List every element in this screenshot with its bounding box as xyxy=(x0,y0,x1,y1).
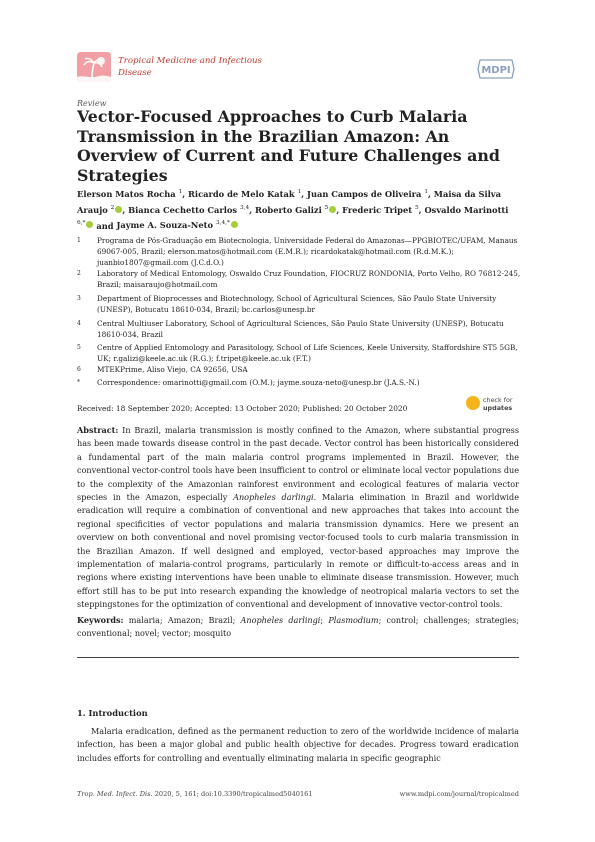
journal-logo xyxy=(77,52,111,82)
section-heading: 1. Introduction xyxy=(77,708,148,718)
abstract: Abstract: In Brazil, malaria transmission is mostly confined to the Amazon, where substantial progress has been made towards disease control in the past decade. Vector control has been historically considered a fundamental part of the main malaria control programs implemented in Brazil. However, the conventional vector-control tools have been insufficient to control or eliminate local vector populations due to the complexity of the Amazonian rainforest environment and ecological features of malaria vector species in the Amazon, especially Anopheles darlingi. Malaria elimination in Brazil and worldwide eradication will require a combination of conventional and new approaches that takes into account the regional specificities of vector populations and malaria transmission dynamics. Here we present an overview on both conventional and novel promising vector-focused tools to curb malaria transmission in the Brazilian Amazon. If well designed and employed, vector-based approaches may improve the implementation of malaria-control programs, particularly in remote or difficult-to-access areas and in regions where existing interventions have been unable to eliminate disease transmission. However, much effort still has to be put into research expanding the knowledge of neotropical malaria vectors to set the steppingstones for the optimization of conventional and development of innovative vector-control tools. xyxy=(77,425,519,610)
author[interactable]: Osvaldo Marinotti $^{6,*}$ xyxy=(77,204,509,227)
orcid-icon[interactable] xyxy=(329,206,336,213)
author[interactable]: Jayme A. Souza-Neto $^{3,4,*}$ xyxy=(116,220,237,230)
affiliation-number: 3 xyxy=(77,295,81,302)
author[interactable]: Juan Campos de Oliveira $^1$ xyxy=(307,188,429,199)
affiliation-text: Department of Bioprocesses and Biotechnology, School of Agricultural Sciences, São Paulo State University (UNESP), Botucatu 18610-034, Brazil; bc.carlos@unesp.br xyxy=(97,294,497,314)
orcid-icon[interactable] xyxy=(231,221,238,228)
author[interactable]: Ricardo de Melo Katak $^1$ xyxy=(188,188,302,199)
affiliation-number: 5 xyxy=(77,344,81,351)
journal-name: Tropical Medicine and Infectious Disease xyxy=(118,56,262,78)
affiliation-text: Centre of Applied Entomology and Parasitology, School of Life Sciences, Keele University, Staffordshire ST5 5GB, UK; r.galizi@keele.ac.uk (R.G.); f.tripet@keele.ac.uk (F.T.) xyxy=(97,343,518,363)
introduction-paragraph: Malaria eradication, defined as the permanent reduction to zero of the worldwide incidence of malaria infection, has been a major global and public health objective for decades. Progress toward eradication includes efforts for controlling and eventually eliminating malaria in specific geographic xyxy=(77,726,519,763)
abstract-label: Abstract: xyxy=(77,425,119,435)
keywords: Keywords: malaria; Amazon; Brazil; Anopheles darlingi; Plasmodium; control; challenges; strategies; conventional; novel; vector; mosquito xyxy=(77,615,520,639)
affiliation-text: MTEKPrime, Aliso Viejo, CA 92656, USA xyxy=(97,365,248,374)
author[interactable]: Roberto Galizi $^5$ xyxy=(255,205,336,215)
publication-dates: Received: 18 September 2020; Accepted: 13 October 2020; Published: 20 October 2020 xyxy=(77,404,408,413)
author[interactable]: Elerson Matos Rocha $^1$ xyxy=(77,188,183,199)
keywords-label: Keywords: xyxy=(77,615,124,625)
journal-url-link[interactable]: www.mdpi.com/journal/tropicalmed xyxy=(399,790,519,798)
mdpi-logo-text: MDPI xyxy=(481,65,511,76)
author[interactable]: Bianca Cechetto Carlos $^{3,4}$ xyxy=(128,204,250,215)
article-type: Review xyxy=(77,99,107,108)
affiliation-number: 6 xyxy=(77,366,81,373)
affiliation-text: Laboratory of Medical Entomology, Oswaldo Cruz Foundation, FIOCRUZ RONDONIA, Porto Velho, RO 76812-245, Brazil; maisaraujo@hotmail.com xyxy=(97,269,521,289)
article-title: Vector-Focused Approaches to Curb Malaria Transmission in the Brazilian Amazon: An Overview of Current and Future Challenges and Strategies xyxy=(77,107,500,185)
affiliation-text: Programa de Pós-Graduação em Biotecnologia, Universidade Federal do Amazonas—PPGBIOTEC/UFAM, Manaus 69067-005, Brazil; elerson.matos@hotmail.com (E.M.R.); ricardokatak@hotmail.com (R.d.M.K.); juanbio1807@gmail.com (J.C.d.O.) xyxy=(97,236,518,267)
affiliation-number: * xyxy=(77,379,80,386)
affiliation-text: Central Multiuser Laboratory, School of Agricultural Sciences, São Paulo State University (UNESP), Botucatu 18610-034, Brazil xyxy=(97,319,504,339)
check-updates-icon xyxy=(466,396,480,410)
mdpi-logo xyxy=(476,58,516,80)
section-divider xyxy=(77,657,519,658)
check-for-updates-button[interactable]: check for updates xyxy=(466,395,520,415)
author[interactable]: Maisa da Silva Araujo $^2$ xyxy=(77,188,502,215)
palm-tree-icon xyxy=(77,52,111,82)
affiliation-number: 4 xyxy=(77,320,81,327)
affiliation-number: 2 xyxy=(77,270,81,277)
orcid-icon[interactable] xyxy=(115,206,122,213)
citation-footer: Trop. Med. Infect. Dis. 2020, 5, 161; doi:10.3390/tropicalmed5040161 xyxy=(77,790,313,798)
orcid-icon[interactable] xyxy=(86,221,93,228)
correspondence-text: Correspondence: omarinotti@gmail.com (O.M.); jayme.souza-neto@unesp.br (J.A.S.-N.) xyxy=(97,378,420,387)
author-list: Elerson Matos Rocha $^1$, Ricardo de Melo Katak $^1$, Juan Campos de Oliveira $^1$, Maisa da Silva Araujo $^2$ , Bianca Cechetto Carlos $^{3,4}$, Roberto Galizi $^5$ , Frederic Tripet $^5$, Osvaldo Marinotti $^{6,*}$ and Jayme A. Souza-Neto $^{3,4,*}$ xyxy=(77,188,509,231)
affiliation-number: 1 xyxy=(77,237,81,244)
author[interactable]: Frederic Tripet $^5$ xyxy=(342,204,419,215)
